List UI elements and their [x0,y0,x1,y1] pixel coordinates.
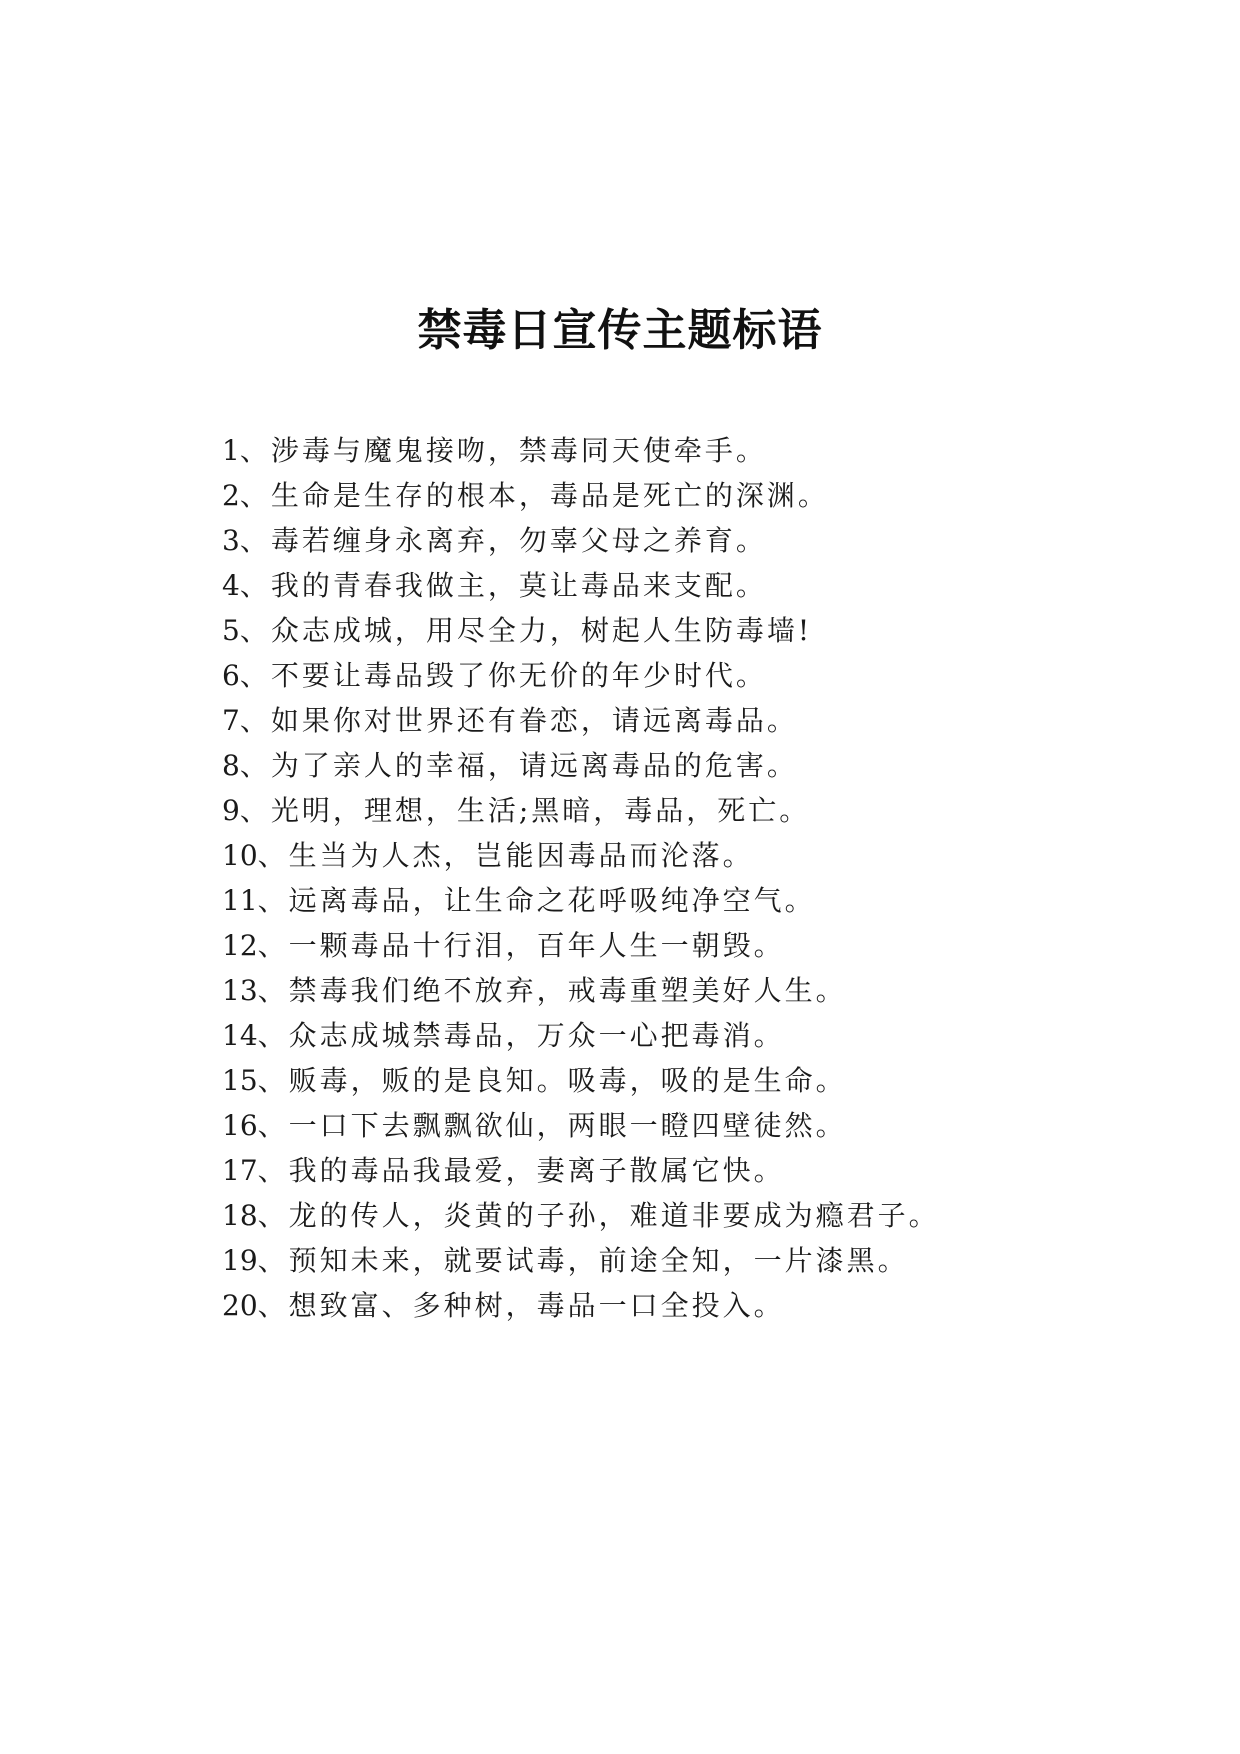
slogan-list [222,428,1222,1328]
slogan-text: 为了亲人的幸福，请远离毒品的危害。 [270,749,798,782]
slogan-number: 8 [222,749,240,782]
slogan-item [222,878,1222,923]
slogan-separator: 、 [257,1244,289,1277]
slogan-item [222,1013,1222,1058]
slogan-text: 预知未来，就要试毒，前途全知，一片漆黑。 [288,1244,909,1277]
slogan-item [222,923,1222,968]
slogan-number: 16 [222,1109,258,1142]
slogan-separator: 、 [257,1199,289,1232]
slogan-separator: 、 [239,434,271,467]
slogan-separator: 、 [257,1064,289,1097]
slogan-text: 众志成城禁毒品，万众一心把毒消。 [288,1019,785,1052]
slogan-item [222,1103,1222,1148]
slogan-number: 11 [222,884,258,917]
slogan-separator: 、 [257,839,289,872]
slogan-text: 远离毒品，让生命之花呼吸纯净空气。 [288,884,816,917]
slogan-item [222,1283,1222,1328]
slogan-separator: 、 [257,974,289,1007]
slogan-item [222,698,1222,743]
slogan-number: 15 [222,1064,258,1097]
slogan-separator: 、 [257,1289,289,1322]
slogan-separator: 、 [239,569,271,602]
slogan-text: 涉毒与魔鬼接吻，禁毒同天使牵手。 [270,434,767,467]
slogan-separator: 、 [257,884,289,917]
slogan-number: 18 [222,1199,258,1232]
slogan-item [222,518,1222,563]
slogan-text: 众志成城，用尽全力，树起人生防毒墙! [270,614,813,647]
slogan-separator: 、 [257,1019,289,1052]
slogan-number: 7 [222,704,240,737]
slogan-separator: 、 [239,749,271,782]
slogan-item [222,608,1222,653]
slogan-item [222,833,1222,878]
slogan-item [222,428,1222,473]
slogan-number: 9 [222,794,240,827]
slogan-item [222,563,1222,608]
slogan-number: 10 [222,839,258,872]
slogan-item [222,743,1222,788]
slogan-number: 5 [222,614,240,647]
slogan-item [222,473,1222,518]
slogan-number: 4 [222,569,240,602]
slogan-item [222,788,1222,833]
slogan-text: 我的毒品我最爱，妻离子散属它快。 [288,1154,785,1187]
slogan-separator: 、 [257,929,289,962]
slogan-text: 光明，理想，生活;黑暗，毒品，死亡。 [270,794,811,827]
slogan-number: 3 [222,524,240,557]
slogan-text: 生当为人杰，岂能因毒品而沦落。 [288,839,754,872]
slogan-item [222,1238,1222,1283]
slogan-text: 一颗毒品十行泪，百年人生一朝毁。 [288,929,785,962]
slogan-separator: 、 [239,614,271,647]
slogan-item [222,968,1222,1013]
document-title: 禁毒日宣传主题标语 [417,305,823,356]
slogan-text: 一口下去飘飘欲仙，两眼一瞪四壁徒然。 [288,1109,847,1142]
slogan-text: 龙的传人，炎黄的子孙，难道非要成为瘾君子。 [288,1199,940,1232]
slogan-item [222,1193,1222,1238]
slogan-text: 想致富、多种树，毒品一口全投入。 [288,1289,785,1322]
slogan-item [222,1148,1222,1193]
slogan-separator: 、 [239,704,271,737]
slogan-number: 17 [222,1154,258,1187]
slogan-separator: 、 [239,659,271,692]
slogan-separator: 、 [239,479,271,512]
slogan-number: 19 [222,1244,258,1277]
slogan-number: 1 [222,434,240,467]
slogan-number: 12 [222,929,258,962]
slogan-number: 13 [222,974,258,1007]
slogan-separator: 、 [239,524,271,557]
slogan-number: 2 [222,479,240,512]
slogan-number: 6 [222,659,240,692]
slogan-text: 毒若缠身永离弃，勿辜父母之养育。 [270,524,767,557]
slogan-text: 如果你对世界还有眷恋，请远离毒品。 [270,704,798,737]
slogan-text: 我的青春我做主，莫让毒品来支配。 [270,569,767,602]
slogan-separator: 、 [257,1109,289,1142]
slogan-text: 生命是生存的根本，毒品是死亡的深渊。 [270,479,829,512]
slogan-number: 14 [222,1019,258,1052]
slogan-text: 贩毒，贩的是良知。吸毒，吸的是生命。 [288,1064,847,1097]
slogan-item [222,1058,1222,1103]
slogan-separator: 、 [257,1154,289,1187]
slogan-number: 20 [222,1289,258,1322]
slogan-text: 不要让毒品毁了你无价的年少时代。 [270,659,767,692]
slogan-text: 禁毒我们绝不放弃，戒毒重塑美好人生。 [288,974,847,1007]
slogan-item [222,653,1222,698]
slogan-separator: 、 [239,794,271,827]
